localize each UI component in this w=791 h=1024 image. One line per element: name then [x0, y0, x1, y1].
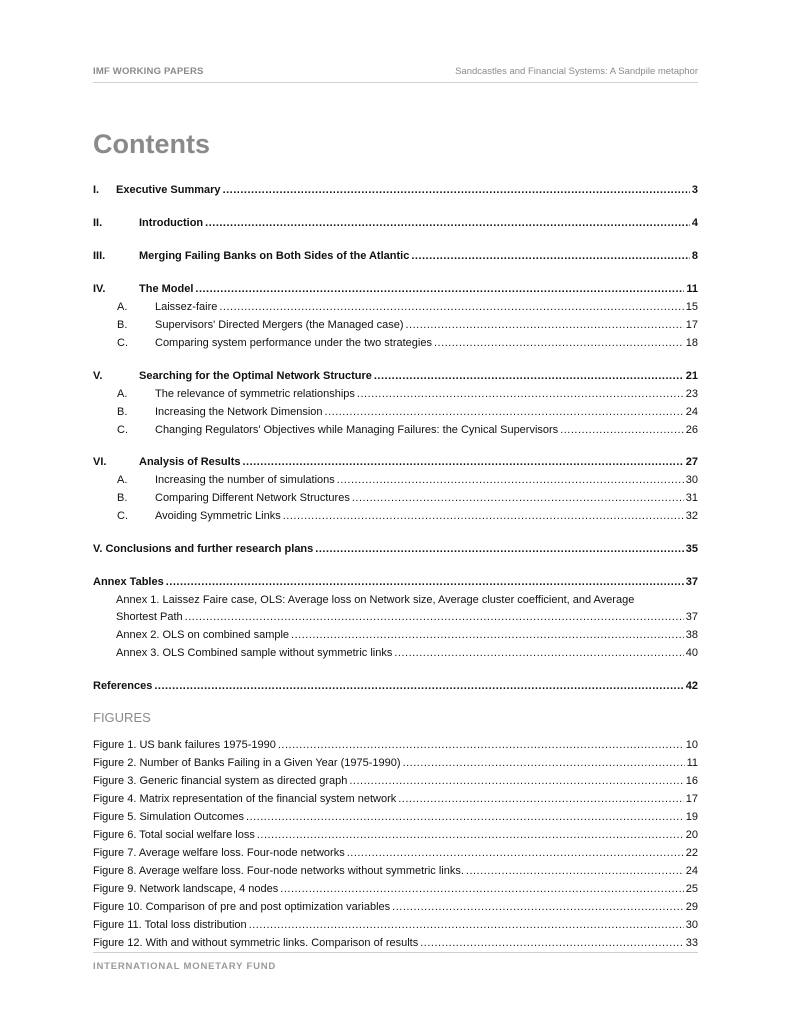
header-divider: [93, 82, 698, 83]
toc-leader: [357, 387, 684, 401]
toc-title: References: [93, 680, 153, 692]
toc-subentry[interactable]: [116, 593, 698, 607]
page-title: Contents: [93, 129, 210, 159]
figure-title: Figure 3. Generic financial system as directed graph: [93, 775, 348, 787]
toc-title: Shortest Path: [116, 611, 183, 623]
figure-title: Figure 2. Number of Banks Failing in a Given Year (1975-1990): [93, 757, 401, 769]
toc-number: A.: [117, 301, 128, 313]
figure-page: 29: [685, 901, 698, 913]
figure-page: 19: [685, 811, 698, 823]
figure-entry[interactable]: [93, 846, 698, 860]
figure-entry[interactable]: [93, 810, 698, 824]
toc-leader: [411, 249, 690, 263]
toc-subentry[interactable]: [93, 387, 698, 401]
toc-title: Comparing system performance under the two strategies: [155, 337, 432, 349]
toc-leader: [283, 509, 684, 523]
figure-entry[interactable]: [93, 882, 698, 896]
figure-entry[interactable]: [93, 864, 698, 878]
figure-page: 22: [685, 847, 698, 859]
toc-leader: [434, 336, 684, 350]
toc-subentry[interactable]: [93, 473, 698, 487]
toc-title: Searching for the Optimal Network Structure: [139, 370, 372, 382]
toc-leader: [315, 542, 683, 556]
toc-title: Introduction: [139, 217, 204, 229]
toc-leader: [374, 369, 684, 383]
toc-leader: [403, 756, 685, 770]
toc-title: The relevance of symmetric relationships: [155, 388, 355, 400]
figure-page: 33: [685, 937, 698, 949]
toc-title: Supervisors' Directed Mergers (the Managed case): [155, 319, 404, 331]
figure-title: Figure 1. US bank failures 1975-1990: [93, 739, 276, 751]
toc-leader: [337, 473, 684, 487]
toc-leader: [349, 774, 683, 788]
toc-entry[interactable]: [93, 455, 698, 469]
toc-leader: [352, 491, 684, 505]
toc-number: II.: [93, 217, 103, 229]
toc-page: 4: [691, 217, 698, 229]
toc-title: Annex 2. OLS on combined sample: [116, 629, 290, 641]
toc-subentry[interactable]: [116, 628, 698, 642]
figure-entry[interactable]: [93, 936, 698, 950]
toc-subentry[interactable]: [93, 423, 698, 437]
toc-entry[interactable]: [93, 575, 698, 589]
toc-subentry[interactable]: [93, 491, 698, 505]
figure-page: 10: [685, 739, 698, 751]
toc-leader: [291, 628, 684, 642]
toc-leader: [398, 792, 684, 806]
toc-page: 31: [685, 492, 698, 504]
figure-title: Figure 6. Total social welfare loss: [93, 829, 255, 841]
toc-title: V. Conclusions and further research plans: [93, 543, 314, 555]
toc-page: 38: [685, 629, 698, 641]
toc-leader: [205, 216, 690, 230]
toc-leader: [257, 828, 684, 842]
toc-page: 40: [685, 647, 698, 659]
toc-leader: [223, 183, 690, 197]
toc-leader: [219, 300, 683, 314]
toc-title: Analysis of Results: [139, 456, 241, 468]
toc-leader: [325, 405, 684, 419]
toc-number: V.: [93, 370, 103, 382]
figure-title: Figure 4. Matrix representation of the financial system network: [93, 793, 397, 805]
figure-entry[interactable]: [93, 756, 698, 770]
toc-page: 24: [685, 406, 698, 418]
figure-title: Figure 10. Comparison of pre and post optimization variables: [93, 901, 391, 913]
toc-entry[interactable]: [93, 249, 698, 263]
toc-subentry[interactable]: [93, 336, 698, 350]
toc-leader: [166, 575, 684, 589]
toc-entry[interactable]: [93, 369, 698, 383]
footer-divider: [93, 952, 698, 953]
toc-page: 21: [685, 370, 698, 382]
toc-leader: [278, 738, 684, 752]
toc-leader: [249, 918, 684, 932]
toc-number: A.: [117, 474, 128, 486]
figure-entry[interactable]: [93, 900, 698, 914]
toc-number: III.: [93, 250, 106, 262]
figure-page: 25: [685, 883, 698, 895]
toc-subentry[interactable]: [93, 509, 698, 523]
toc-number: VI.: [93, 456, 107, 468]
figure-entry[interactable]: [93, 774, 698, 788]
figure-title: Figure 12. With and without symmetric links. Comparison of results: [93, 937, 419, 949]
toc-page: 32: [685, 510, 698, 522]
toc-page: 15: [685, 301, 698, 313]
toc-number: C.: [117, 424, 128, 436]
toc-leader: [195, 282, 684, 296]
toc-number: A.: [117, 388, 128, 400]
toc-title: Annex 3. OLS Combined sample without symmetric links: [116, 647, 393, 659]
figure-page: 16: [685, 775, 698, 787]
toc-page: 8: [691, 250, 698, 262]
toc-entry[interactable]: [93, 216, 698, 230]
toc-page: 23: [685, 388, 698, 400]
toc-leader: [246, 810, 684, 824]
toc-title: Increasing the number of simulations: [155, 474, 335, 486]
toc-page: 18: [685, 337, 698, 349]
toc-entry[interactable]: [93, 542, 698, 556]
toc-page: 30: [685, 474, 698, 486]
toc-subentry[interactable]: [116, 646, 698, 660]
figure-title: Figure 11. Total loss distribution: [93, 919, 247, 931]
figure-title: Figure 7. Average welfare loss. Four-node networks: [93, 847, 345, 859]
toc-leader: [347, 846, 684, 860]
toc-leader: [560, 423, 684, 437]
figure-page: 24: [685, 865, 698, 877]
toc-leader: [466, 864, 684, 878]
figure-title: Figure 5. Simulation Outcomes: [93, 811, 245, 823]
toc-title: Merging Failing Banks on Both Sides of the Atlantic: [139, 250, 410, 262]
toc-entry[interactable]: [93, 282, 698, 296]
toc-leader: [392, 900, 684, 914]
toc-page: 11: [686, 283, 698, 295]
figure-entry[interactable]: [93, 918, 698, 932]
figure-page: 30: [685, 919, 698, 931]
toc-subentry[interactable]: [93, 318, 698, 332]
toc-subentry[interactable]: [93, 300, 698, 314]
toc-leader: [242, 455, 683, 469]
toc-title: Comparing Different Network Structures: [155, 492, 350, 504]
toc-number: I.: [93, 184, 100, 196]
toc-title: Annex Tables: [93, 576, 164, 588]
toc-page: 42: [685, 680, 698, 692]
toc-page: 37: [685, 576, 698, 588]
toc-number: B.: [117, 492, 128, 504]
toc-page: 35: [685, 543, 698, 555]
toc-leader: [154, 679, 683, 693]
toc-entry[interactable]: [93, 679, 698, 693]
toc-number: C.: [117, 510, 128, 522]
toc-leader: [405, 318, 683, 332]
toc-subentry[interactable]: [93, 405, 698, 419]
figure-title: Figure 9. Network landscape, 4 nodes: [93, 883, 279, 895]
toc-title: Executive Summary: [116, 184, 221, 196]
toc-subentry-continued[interactable]: [116, 610, 698, 624]
toc-leader: [185, 610, 684, 624]
figure-page: 17: [685, 793, 698, 805]
figure-entry[interactable]: [93, 828, 698, 842]
toc-title: Avoiding Symmetric Links: [155, 510, 281, 522]
toc-leader: [280, 882, 683, 896]
toc-page: 27: [685, 456, 698, 468]
figure-page: 11: [686, 757, 698, 769]
figure-page: 20: [685, 829, 698, 841]
toc-number: C.: [117, 337, 128, 349]
running-header-right: Sandcastles and Financial Systems: A Sandpile metaphor: [455, 66, 698, 77]
figure-entry[interactable]: [93, 792, 698, 806]
figures-heading: FIGURES: [93, 710, 151, 725]
running-header-left: IMF WORKING PAPERS: [93, 66, 204, 77]
toc-title: Increasing the Network Dimension: [155, 406, 323, 418]
toc-page: 26: [685, 424, 698, 436]
toc-entry[interactable]: [93, 183, 698, 197]
toc-title: Annex 1. Laissez Faire case, OLS: Average loss on Network size, Average cluster coefficient, and Average: [116, 594, 635, 606]
toc-number: IV.: [93, 283, 106, 295]
figure-entry[interactable]: [93, 738, 698, 752]
toc-leader: [394, 646, 683, 660]
toc-title: Laissez-faire: [155, 301, 218, 313]
toc-page: 3: [691, 184, 698, 196]
toc-number: B.: [117, 319, 128, 331]
toc-page: 37: [685, 611, 698, 623]
running-footer: INTERNATIONAL MONETARY FUND: [93, 961, 277, 972]
toc-number: B.: [117, 406, 128, 418]
toc-page: 17: [685, 319, 698, 331]
toc-leader: [420, 936, 684, 950]
toc-title: The Model: [139, 283, 194, 295]
toc-title: Changing Regulators' Objectives while Managing Failures: the Cynical Supervisors: [155, 424, 559, 436]
figure-title: Figure 8. Average welfare loss. Four-node networks without symmetric links.: [93, 865, 464, 877]
